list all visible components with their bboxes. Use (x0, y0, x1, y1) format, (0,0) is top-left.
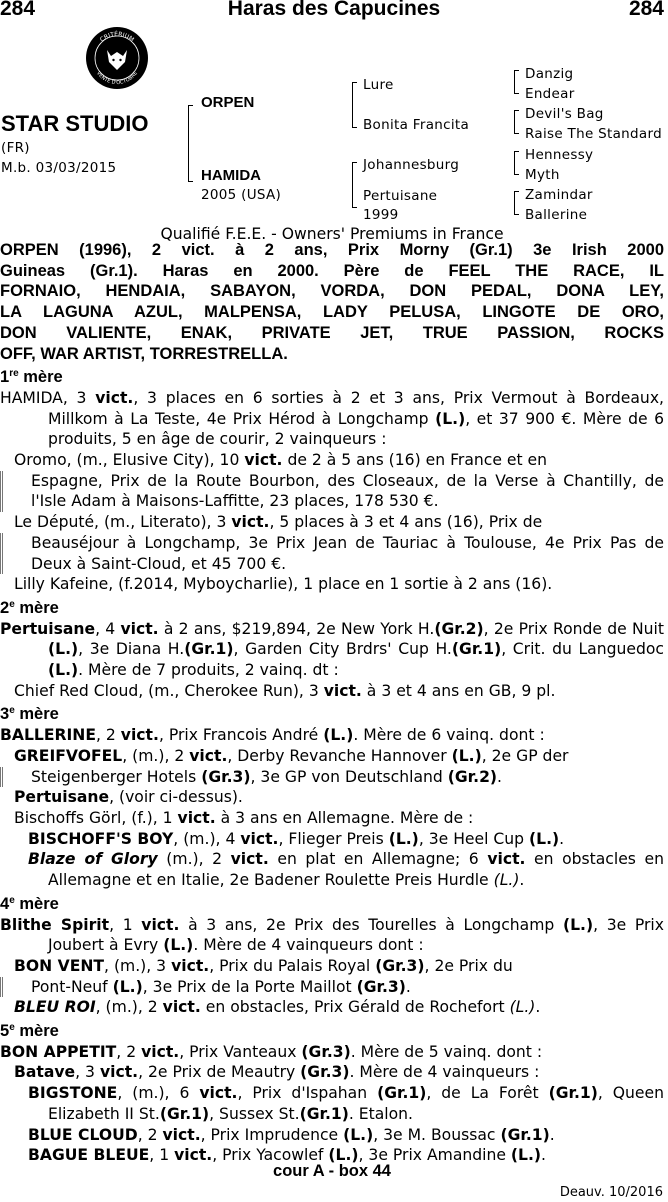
pedigree-sire-dam: Bonita Francita (363, 117, 470, 133)
sire-paragraph: ORPEN (1996), 2 vict. à 2 ans, Prix Morny (Gr.1) 3e Irish 2000 Guineas (Gr.1). Haras en 2000. Père de FEEL THE RACE, IL FORNAIO, HENDAIA, SABAYON, VORDA, DON PEDAL, DONA LEY, LA LAGUNA AZUL, MALPENSA, LADY PELUSA, LINGOTE DE ORO, DON VALIENTE, ENAK, PRIVATE JET, TRUE PASSION, ROCKS OFF, WAR ARTIST, TORRESTRELLA. (0, 241, 664, 363)
produce-entry: Le Député, (m., Literato), 3 vict., 5 places à 3 et 4 ans (16), Prix de (14, 513, 543, 532)
produce-entry: BLEU ROI, (m.), 2 vict. en obstacles, Prix Gérald de Rochefort (L.). (14, 998, 541, 1017)
horse-name: STAR STUDIO (1, 111, 149, 136)
pedigree-dam-dam-year: 1999 (363, 207, 399, 223)
second-dam-entry: Pertuisane, 4 vict. à 2 ans, $219,894, 2e New York H.(Gr.2), 2e Prix Ronde de Nuit (L.), 3e Diana H.(Gr.1), Garden City Brdrs' Cup H.(Gr.1), Crit. du Languedoc (L.). Mère de 7 produits, 2 vainq. dt : (0, 619, 665, 680)
pedigree-g3-6: Myth (525, 167, 560, 183)
produce-entry-continued: Steigenberger Hotels (Gr.3), 3e GP von Deutschland (Gr.2). (0, 767, 664, 788)
pedigree-g3-8: Ballerine (525, 207, 588, 223)
pedigree-sire-sire: Lure (363, 77, 394, 93)
criterium-logo (85, 26, 149, 90)
pedigree-g3-1: Danzig (525, 66, 574, 82)
section-heading-2: 2e mère (0, 598, 59, 617)
consignor-title: Haras des Capucines (227, 0, 441, 20)
logo-bottom-text: VENTE D'OCTOBRE (95, 70, 139, 87)
pedigree-dam-sire: Johannesburg (363, 157, 460, 173)
pedigree-g3-5: Hennessy (525, 147, 594, 163)
produce-entry-continued: Pont-Neuf (L.), 3e Prix de la Porte Maillot (Gr.3). (0, 977, 664, 998)
section-heading-1: 1re mère (0, 368, 63, 387)
produce-entry-continued: Espagne, Prix de la Route Bourbon, des Closeaux, de la Verse à Chantilly, de l'Isle Adam à Maisons-Laffitte, 23 places, 178 530 €. (0, 471, 664, 512)
produce-entry: GREIFVOFEL, (m.), 2 vict., Derby Revanche Hannover (L.), 2e GP der (14, 746, 569, 765)
grand-produce-entry: BIGSTONE, (m.), 6 vict., Prix d'Ispahan (Gr.1), de La Forêt (Gr.1), Queen Elizabeth II St.(Gr.1), Sussex St.(Gr.1). Etalon. (28, 1084, 665, 1123)
pedigree-g3-4: Raise The Standard (525, 126, 662, 142)
pedigree-dam-info: 2005 (USA) (201, 187, 282, 203)
pedigree-bracket-3c (514, 151, 519, 175)
pedigree-g3-2: Endear (525, 86, 575, 102)
grand-produce-entry: BISCHOFF'S BOY, (m.), 4 vict., Flieger Preis (L.), 3e Heel Cup (L.). (28, 829, 565, 848)
pedigree-g3-7: Zamindar (525, 187, 593, 203)
third-dam-entry: BALLERINE, 2 vict., Prix Francois André (L.). Mère de 6 vainq. dont : (0, 726, 545, 745)
pedigree-bracket-3b (514, 110, 519, 134)
sale-reference: Deauv. 10/2016 (559, 1185, 663, 1200)
lot-number-left: 284 (0, 0, 36, 20)
pedigree-sire: ORPEN (201, 94, 255, 111)
grand-produce-entry: Blaze of Glory (m.), 2 vict. en plat en Allemagne; 6 vict. en obstacles en Allemagne et en Italie, 2e Badener Roulette Preis Hurdle (L.). (28, 850, 664, 890)
pedigree-bracket-2a (352, 82, 357, 128)
horse-details: M.b. 03/03/2015 (1, 160, 117, 176)
pedigree-bracket-3d (514, 191, 519, 215)
pedigree-g3-3: Devil's Bag (525, 106, 604, 122)
produce-entry: Pertuisane, (voir ci-dessus). (14, 788, 243, 807)
produce-entry: Lilly Kafeine, (f.2014, Myboycharlie), 1 place en 1 sortie à 2 ans (16). (14, 575, 553, 594)
produce-entry: Batave, 3 vict., 2e Prix de Meautry (Gr.3). Mère de 4 vainqueurs : (14, 1063, 540, 1082)
fourth-dam-entry: Blithe Spirit, 1 vict. à 3 ans, 2e Prix des Tourelles à Longchamp (L.), 3e Prix Joubert à Evry (L.). Mère de 4 vainqueurs dont : (0, 915, 664, 955)
grand-produce-entry: BAGUE BLEUE, 1 vict., Prix Yacowlef (L.), 3e Prix Amandine (L.). (28, 1146, 547, 1165)
section-heading-3: 3e mère (0, 705, 59, 724)
produce-entry-continued: Beauséjour à Longchamp, 3e Prix Jean de Tauriac à Toulouse, 4e Prix Pas de Deux à Saint-Cloud, et 45 700 €. (0, 533, 664, 574)
produce-entry: BON VENT, (m.), 3 vict., Prix du Palais Royal (Gr.3), 2e Prix du (14, 956, 513, 975)
section-heading-4: 4e mère (0, 894, 59, 913)
pedigree-bracket-3a (514, 70, 519, 94)
produce-entry: Bischoffs Görl, (f.), 1 vict. à 3 ans en Allemagne. Mère de : (14, 808, 474, 827)
pedigree-dam-dam: Pertuisane (363, 188, 438, 204)
logo-top-text: CRITÉRIUM (98, 30, 136, 44)
fifth-dam-entry: BON APPETIT, 2 vict., Prix Vanteaux (Gr.3). Mère de 5 vainq. dont : (0, 1042, 543, 1061)
horse-origin: (FR) (1, 140, 30, 156)
pedigree-bracket-2b (352, 162, 357, 208)
pedigree-dam: HAMIDA (201, 167, 261, 184)
produce-entry: Chief Red Cloud, (m., Cherokee Run), 3 vict. à 3 et 4 ans en GB, 9 pl. (14, 681, 556, 700)
section-heading-5: 5e mère (0, 1022, 59, 1041)
produce-entry: Oromo, (m., Elusive City), 10 vict. de 2 à 5 ans (16) en France et en (14, 451, 548, 470)
first-dam-entry: HAMIDA, 3 vict., 3 places en 6 sorties à 2 et 3 ans, Prix Vermout à Bordeaux, Millkom à La Teste, 4e Prix Hérod à Longchamp (L.), et 37 900 €. Mère de 6 produits, 5 en âge de courir, 2 vainqueurs : (0, 388, 665, 449)
qualification-line: Qualifié F.E.E. - Owners' Premiums in France (160, 225, 504, 243)
catalogue-body (0, 240, 664, 1166)
grand-produce-entry: BLUE CLOUD, 2 vict., Prix Imprudence (L.), 3e M. Boussac (Gr.1). (28, 1125, 555, 1144)
lot-number-right: 284 (628, 0, 664, 20)
box-location: cour A - box 44 (273, 1162, 391, 1180)
pedigree-bracket-1 (188, 105, 193, 182)
